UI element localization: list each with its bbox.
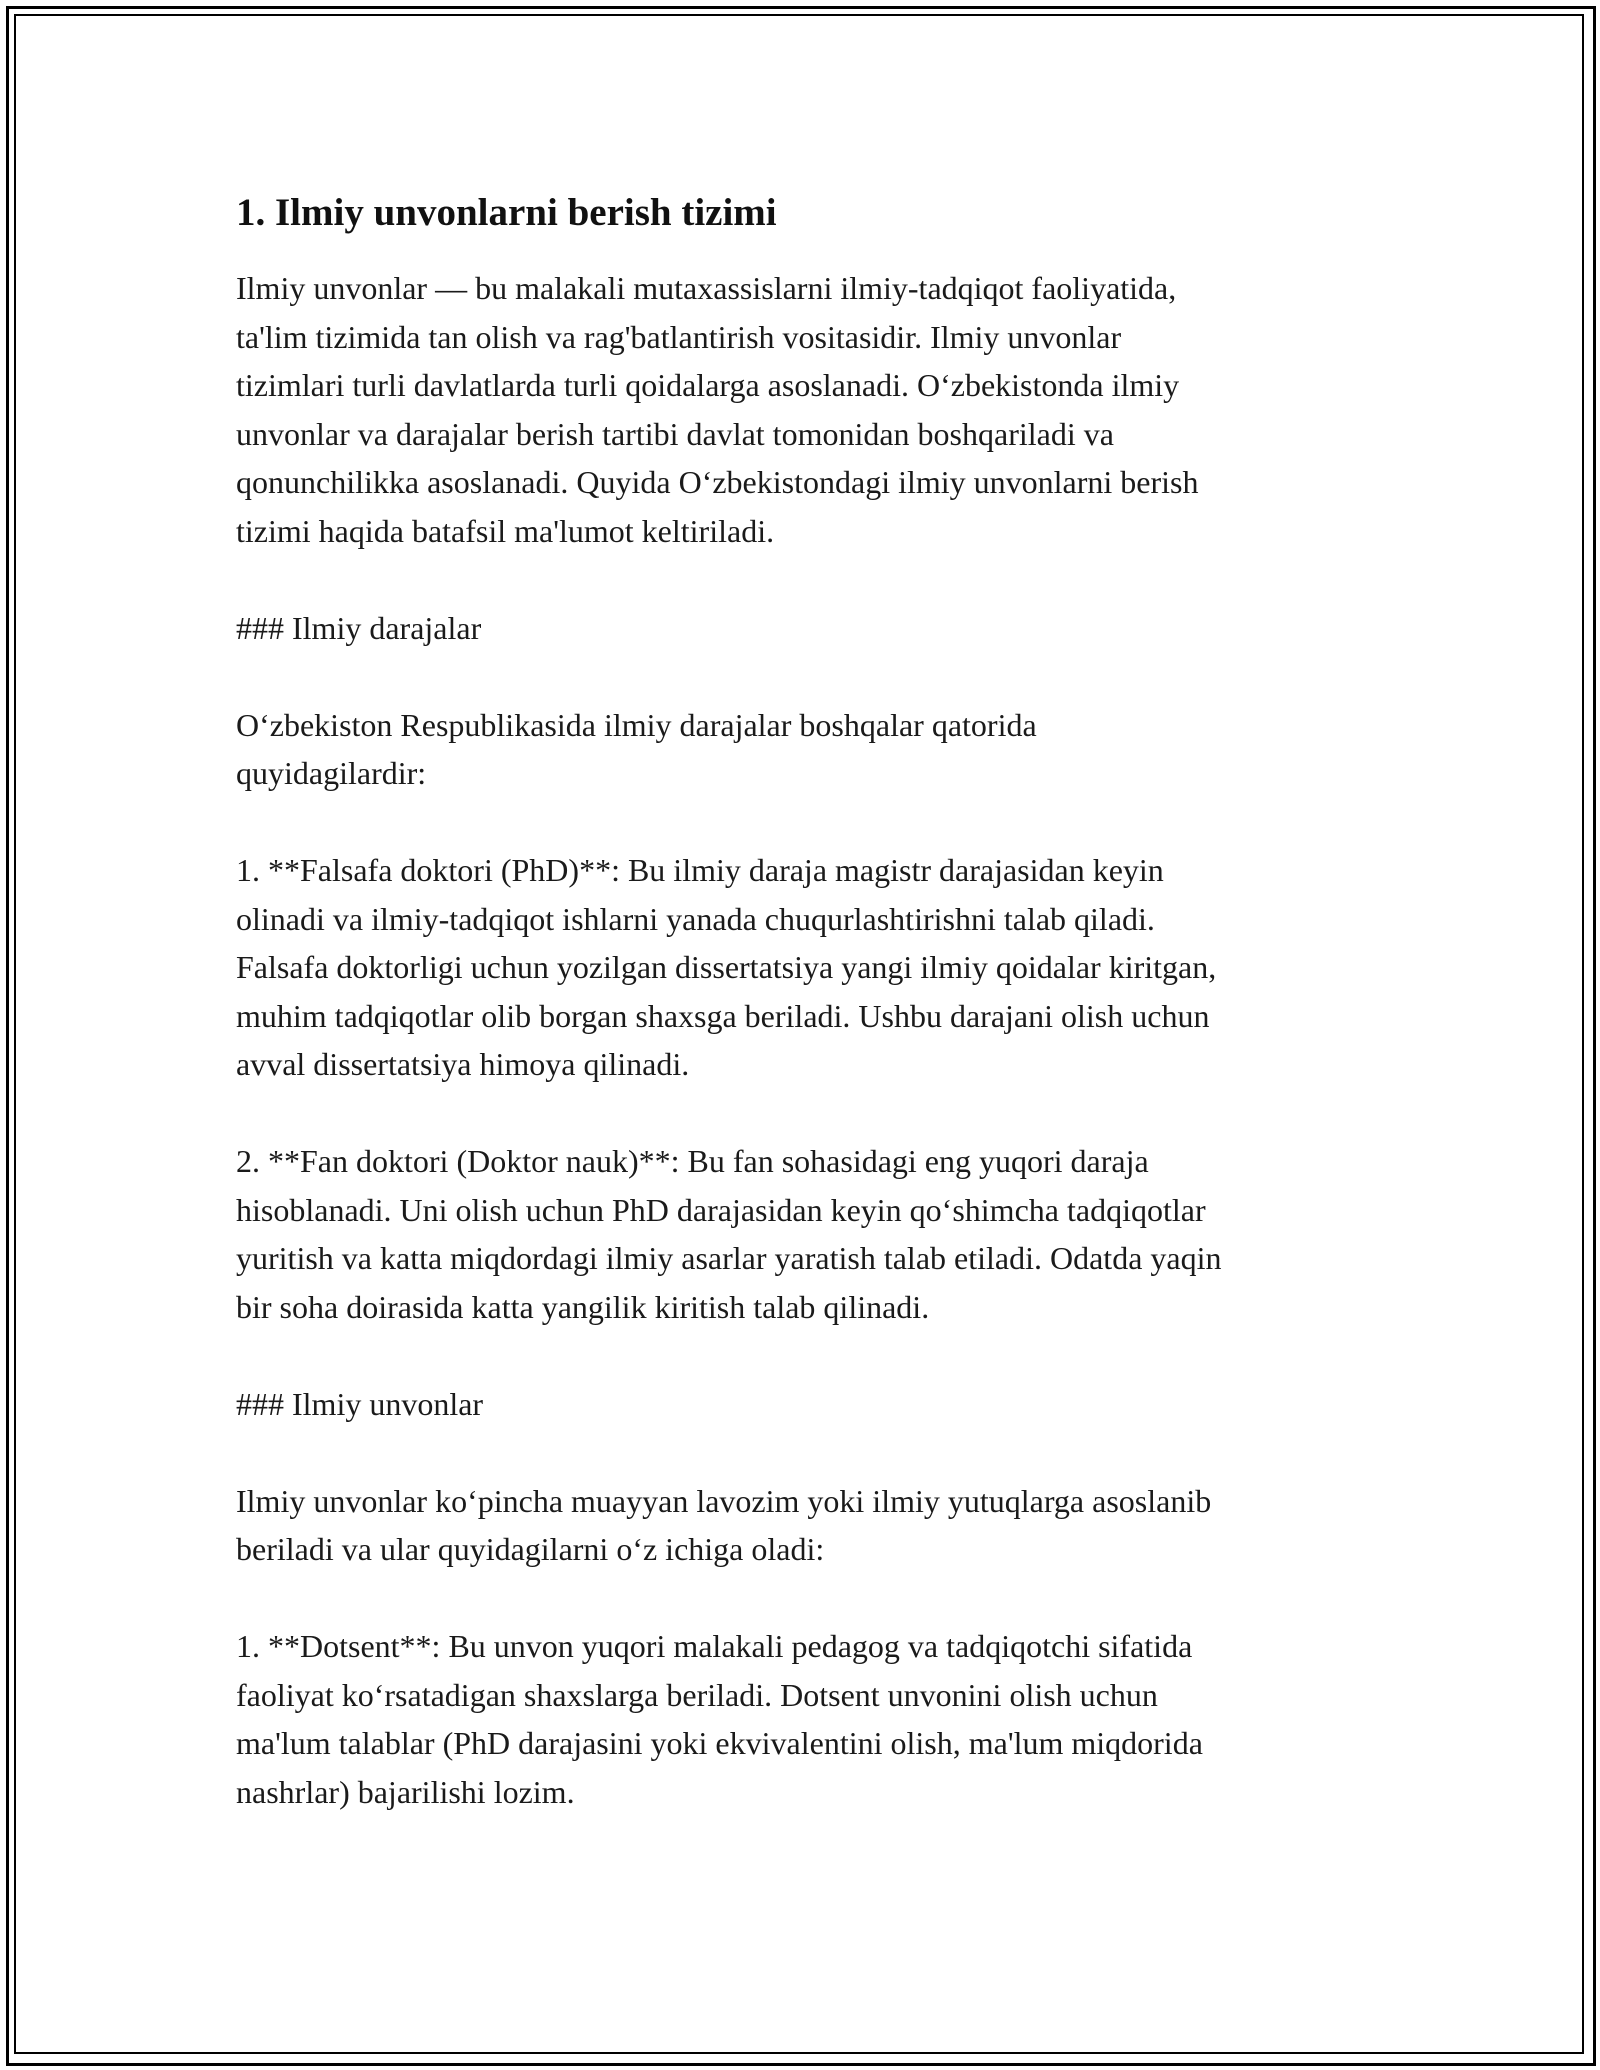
paragraph-gap: [236, 798, 1376, 847]
paragraph-gap: [236, 1428, 1376, 1477]
degrees-intro-paragraph: O‘zbekiston Respublikasida ilmiy darajalar boshqalar qatorida quyidagilardir:: [236, 706, 1037, 791]
paragraph-gap: [236, 1089, 1376, 1138]
paragraph-gap: [236, 1574, 1376, 1623]
subheading-ilmiy-unvonlar: ### Ilmiy unvonlar: [236, 1385, 484, 1422]
subheading-ilmiy-darajalar: ### Ilmiy darajalar: [236, 609, 482, 646]
paragraph-gap: [236, 1331, 1376, 1380]
list-item-phd: 1. **Falsafa doktori (PhD)**: Bu ilmiy daraja magistr darajasidan keyin olinadi va ilmiy-tadqiqot ishlarni yanada chuqurlashtirishni talab qiladi. Falsafa doktorligi uchun yozilgan dissertatsiya yangi ilmiy qoidalar kiritgan, muhim tadqiqotlar olib borgan shaxsga beriladi. Ushbu darajani olish uchun avval dissertatsiya himoya qilinadi.: [236, 852, 1217, 1082]
list-item-dotsent: 1. **Dotsent**: Bu unvon yuqori malakali pedagog va tadqiqotchi sifatida faoliyat ko‘rsatadigan shaxslarga beriladi. Dotsent unvonini olish uchun ma'lum talablar (PhD darajasini yoki ekvivalentini olish, ma'lum miqdorida nashrlar) bajarilishi lozim.: [236, 1628, 1203, 1810]
paragraph-gap: [236, 555, 1376, 604]
document-heading: 1. Ilmiy unvonlarni berish tizimi: [236, 191, 777, 234]
intro-paragraph: Ilmiy unvonlar — bu malakali mutaxassislarni ilmiy-tadqiqot faoliyatida, ta'lim tizimida tan olish va rag'batlantirish vositasidir. Ilmiy unvonlar tizimlari turli davlatlarda turli qoidalarga asoslanadi. O‘zbekistonda ilmiy unvonlar va darajalar berish tartibi davlat tomonidan boshqariladi va qonunchilikka asoslanadi. Quyida O‘zbekistondagi ilmiy unvonlarni berish tizimi haqida batafsil ma'lumot keltiriladi.: [236, 270, 1199, 549]
list-item-fan-doktori: 2. **Fan doktori (Doktor nauk)**: Bu fan sohasidagi eng yuqori daraja hisoblanadi. Uni olish uchun PhD darajasidan keyin qo‘shimcha tadqiqotlar yuritish va katta miqdordagi ilmiy asarlar yaratish talab etiladi. Odatda yaqin bir soha doirasida katta yangilik kiritish talab qilinadi.: [236, 1143, 1222, 1325]
paragraph-gap: [236, 652, 1376, 701]
document-body: [236, 188, 1376, 1816]
titles-intro-paragraph: Ilmiy unvonlar ko‘pincha muayyan lavozim yoki ilmiy yutuqlarga asoslanib beriladi va ular quyidagilarni o‘z ichiga oladi:: [236, 1482, 1212, 1567]
